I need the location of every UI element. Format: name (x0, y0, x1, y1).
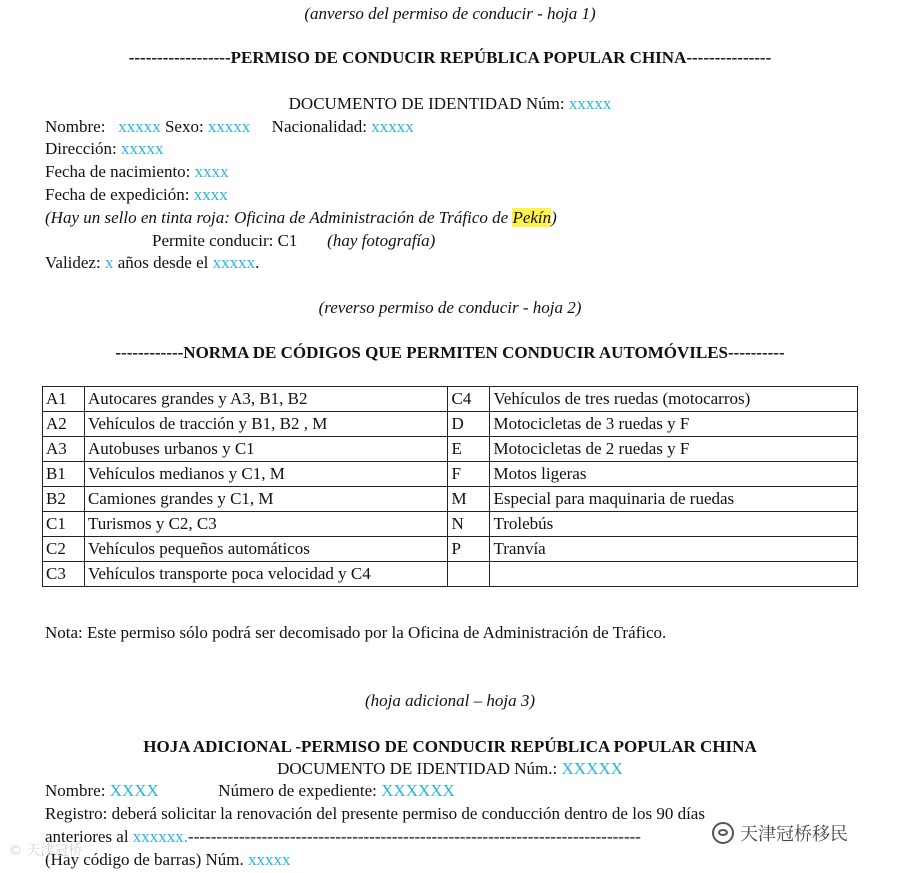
stamp-note-prefix: (Hay un sello en tinta roja: Oficina de Administración de Tráfico de (45, 208, 513, 227)
page1-doc-id-line (0, 93, 900, 115)
description-cell: Vehículos pequeños automáticos (84, 537, 448, 562)
watermark (712, 820, 848, 846)
page3-doc-id-label: DOCUMENTO DE IDENTIDAD Núm.: (277, 759, 558, 778)
registro-line-2 (45, 826, 705, 848)
wechat-icon (712, 822, 734, 844)
page3-nombre-label: Nombre: (45, 781, 106, 800)
watermark-small: © 天津冠桥 (8, 843, 83, 859)
nacionalidad-label: Nacionalidad: (271, 117, 368, 136)
code-cell: C2 (43, 537, 85, 562)
nacionalidad-value: xxxxx (371, 117, 414, 136)
nacimiento-line (45, 161, 229, 183)
page2-caption: (reverso permiso de conducir - hoja 2) (318, 298, 582, 317)
description-cell: Vehículos de tres ruedas (motocarros) (490, 387, 858, 412)
description-cell: Trolebús (490, 512, 858, 537)
doc-id-label: DOCUMENTO DE IDENTIDAD Núm: (288, 94, 565, 113)
code-cell: C3 (43, 562, 85, 587)
validez-years: x (104, 253, 114, 272)
registro-line-1: Registro: deberá solicitar la renovación del presente permiso de conducción dentro de los 90 días (45, 804, 705, 823)
validez-line (45, 252, 259, 274)
page3-nombre-line (45, 780, 455, 802)
photo-note: (hay fotografía) (327, 231, 436, 250)
page3-doc-id-value: XXXXX (561, 759, 623, 778)
nombre-line (45, 116, 414, 138)
permite-label: Permite conducir: C1 (152, 231, 298, 250)
description-cell: Tranvía (490, 537, 858, 562)
page2-title: ------------NORMA DE CÓDIGOS QUE PERMITEN CONDUCIR AUTOMÓVILES---------- (115, 343, 785, 362)
table-row (43, 537, 858, 562)
page3-nombre-value: XXXX (109, 781, 159, 800)
page3-caption: (hoja adicional – hoja 3) (365, 691, 535, 710)
table-row (43, 562, 858, 587)
code-cell: E (448, 437, 490, 462)
description-cell: Motos ligeras (490, 462, 858, 487)
code-cell: C1 (43, 512, 85, 537)
code-cell: A2 (43, 412, 85, 437)
table-row (43, 387, 858, 412)
table-row (43, 487, 858, 512)
code-cell: B1 (43, 462, 85, 487)
expedicion-label: Fecha de expedición: (45, 185, 190, 204)
direccion-value: xxxxx (121, 139, 164, 158)
validez-mid: años desde el (117, 253, 209, 272)
nacimiento-value: xxxx (194, 162, 229, 181)
registro-line2-value: xxxxxx. (132, 827, 189, 846)
description-cell: Turismos y C2, C3 (84, 512, 448, 537)
page2-note: Nota: Este permiso sólo podrá ser decomisado por la Oficina de Administración de Tráfico. (45, 623, 667, 642)
validez-end: . (255, 253, 260, 272)
code-cell: A1 (43, 387, 85, 412)
page3-title: HOJA ADICIONAL -PERMISO DE CONDUCIR REPÚBLICA POPULAR CHINA (143, 737, 757, 756)
page3-doc-id-line (0, 758, 900, 780)
description-cell: Camiones grandes y C1, M (84, 487, 448, 512)
codes-table (42, 386, 858, 587)
doc-id-value: xxxxx (568, 94, 612, 113)
sexo-label: Sexo: (164, 117, 204, 136)
codes-table-body (43, 387, 858, 587)
code-cell: M (448, 487, 490, 512)
page1-title: ------------------PERMISO DE CONDUCIR REPÚBLICA POPULAR CHINA--------------- (128, 48, 772, 67)
code-cell: D (448, 412, 490, 437)
expediente-value: XXXXXX (381, 781, 455, 800)
nacimiento-label: Fecha de nacimiento: (45, 162, 191, 181)
code-cell: F (448, 462, 490, 487)
direccion-line (45, 138, 164, 160)
expedicion-value: xxxx (193, 185, 228, 204)
description-cell: Autocares grandes y A3, B1, B2 (84, 387, 448, 412)
validez-label: Validez: (45, 253, 101, 272)
code-cell: A3 (43, 437, 85, 462)
code-cell: B2 (43, 487, 85, 512)
nombre-label: Nombre: (45, 117, 106, 136)
nombre-value: xxxxx (118, 117, 161, 136)
validez-date: xxxxx (212, 253, 256, 272)
description-cell: Vehículos medianos y C1, M (84, 462, 448, 487)
code-cell (448, 562, 490, 587)
expediente-label: Número de expediente: (218, 781, 377, 800)
registro-line2-prefix: anteriores al (45, 827, 129, 846)
code-cell: N (448, 512, 490, 537)
description-cell (490, 562, 858, 587)
stamp-note-city: Pekín (512, 208, 552, 227)
permite-line (152, 230, 435, 252)
description-cell: Autobuses urbanos y C1 (84, 437, 448, 462)
table-row (43, 412, 858, 437)
description-cell: Motocicletas de 3 ruedas y F (490, 412, 858, 437)
description-cell: Especial para maquinaria de ruedas (490, 487, 858, 512)
table-row (43, 462, 858, 487)
description-cell: Vehículos de tracción y B1, B2 , M (84, 412, 448, 437)
watermark-text: 天津冠桥移民 (740, 824, 848, 845)
stamp-note (45, 207, 557, 229)
code-cell: P (448, 537, 490, 562)
code-cell: C4 (448, 387, 490, 412)
description-cell: Vehículos transporte poca velocidad y C4 (84, 562, 448, 587)
table-row (43, 437, 858, 462)
barcode-label: (Hay código de barras) Núm. (45, 850, 244, 869)
sexo-value: xxxxx (207, 117, 251, 136)
direccion-label: Dirección: (45, 139, 117, 158)
description-cell: Motocicletas de 2 ruedas y F (490, 437, 858, 462)
page1-caption: (anverso del permiso de conducir - hoja 1) (304, 4, 596, 23)
expedicion-line (45, 184, 228, 206)
barcode-value: xxxxx (248, 850, 291, 869)
registro-line2-dashes: -------------------------------------------------------------------------------- (188, 827, 641, 846)
stamp-note-suffix: ) (551, 208, 557, 227)
table-row (43, 512, 858, 537)
